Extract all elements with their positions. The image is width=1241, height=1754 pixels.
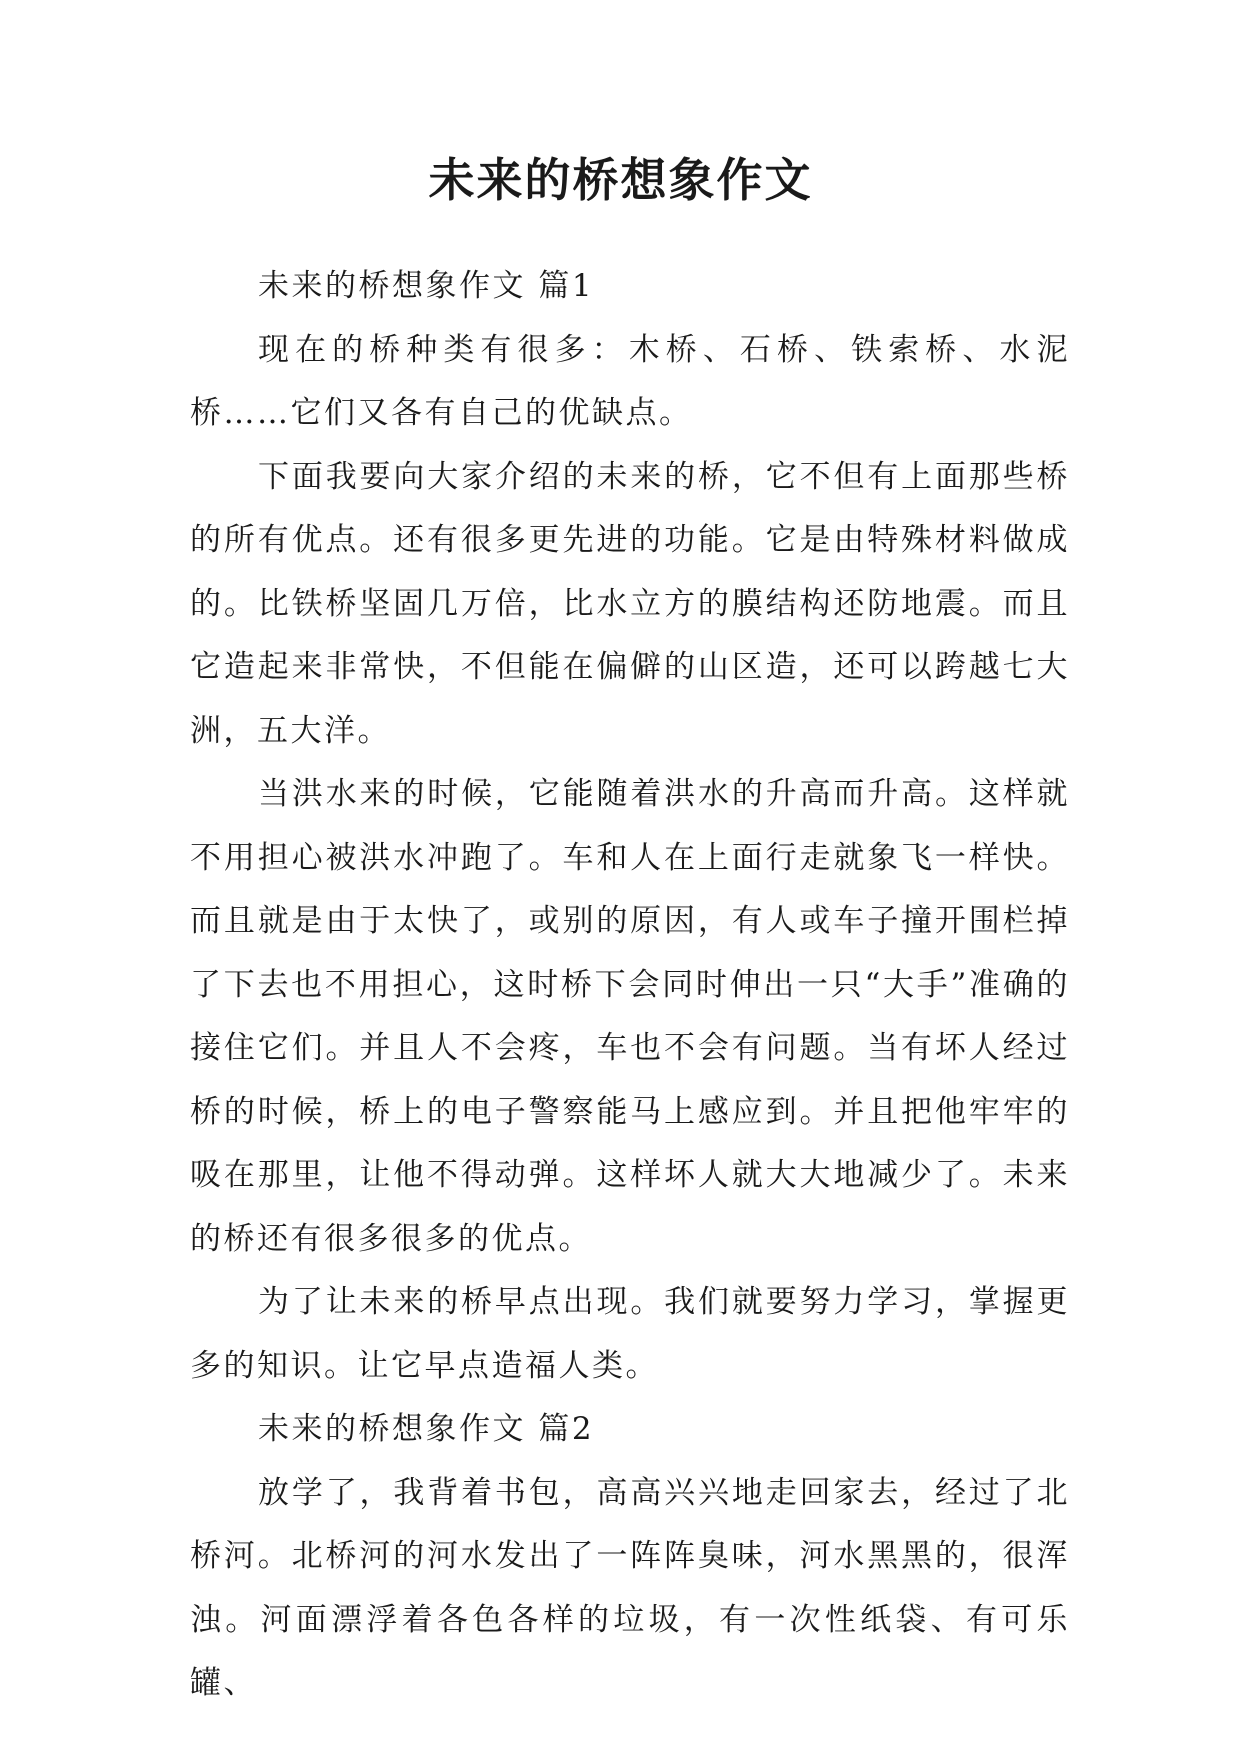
section-heading-2: 未来的桥想象作文 篇2: [258, 1411, 595, 1447]
document-title: 未来的桥想象作文: [428, 153, 813, 207]
paragraph-3: 当洪水来的时候，它能随着洪水的升高而升高。这样就不用担心被洪水冲跑了。车和人在上面行走就象飞一样快。而且就是由于太快了，或别的原因，有人或车子撞开围栏掉了下去也不用担心，这时桥下会同时伸出一只“大手”准确的接住它们。并且人不会疼，车也不会有问题。当有坏人经过桥的时候，桥上的电子警察能马上感应到。并且把他牢牢的吸在那里，让他不得动弹。这样坏人就大大地减少了。未来的桥还有很多很多的优点。: [190, 776, 1070, 1257]
paragraph-2: 下面我要向大家介绍的未来的桥，它不但有上面那些桥的所有优点。还有很多更先进的功能。它是由特殊材料做成的。比铁桥坚固几万倍，比水立方的膜结构还防地震。而且它造起来非常快，不但能在偏僻的山区造，还可以跨越七大洲，五大洋。: [190, 458, 1070, 749]
document-body: [190, 255, 1070, 1716]
section-heading-1: 未来的桥想象作文 篇1: [258, 268, 595, 304]
paragraph-5: 放学了，我背着书包，高高兴兴地走回家去，经过了北桥河。北桥河的河水发出了一阵阵臭味，河水黑黑的，很浑浊。河面漂浮着各色各样的垃圾，有一次性纸袋、有可乐罐、: [190, 1474, 1070, 1701]
paragraph-4: 为了让未来的桥早点出现。我们就要努力学习，掌握更多的知识。让它早点造福人类。: [190, 1284, 1070, 1384]
paragraph-1: 现在的桥种类有很多：木桥、石桥、铁索桥、水泥桥……它们又各有自己的优缺点。: [190, 331, 1070, 431]
